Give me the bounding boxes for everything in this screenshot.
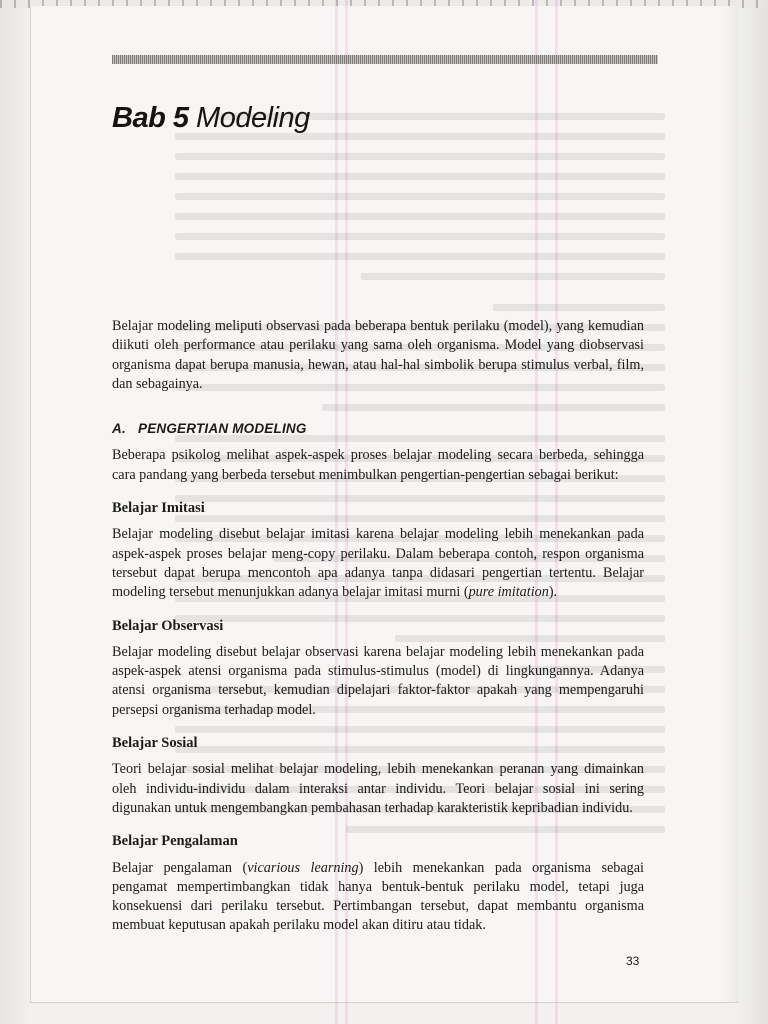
subheading-belajar-observasi: Belajar Observasi: [112, 617, 224, 634]
italic-term: vicarious learning: [247, 859, 359, 876]
subheading-belajar-imitasi: Belajar Imitasi: [112, 500, 205, 517]
section-intro-paragraph: Beberapa psikolog melihat aspek-aspek proses belajar modeling secara berbeda, sehingga cara pandang yang berbeda tersebut menimbulkan pengertian-pengertian sebagai berikut:: [112, 447, 644, 483]
paragraph-text: Belajar pengalaman (: [112, 859, 248, 876]
subheading-belajar-pengalaman: Belajar Pengalaman: [112, 833, 238, 850]
section-letter: A.: [112, 421, 126, 437]
paragraph-text: ) lebih menekankan pada organisma sebagai pengamat mempertimbangkan tidak hanya bentuk-bentuk perilaku model, tetapi juga konsekuensi dari perilaku tersebut. Pertimbangan tersebut, dapat membantu organisma membuat keputusan apakah perilaku model akan ditiru atau tidak.: [112, 859, 644, 934]
paragraph-text: ).: [548, 584, 558, 601]
paragraph-belajar-imitasi: [112, 525, 644, 602]
subheading-belajar-sosial: Belajar Sosial: [112, 735, 198, 752]
chapter-title: [112, 102, 310, 135]
paragraph-belajar-observasi: Belajar modeling disebut belajar observasi karena belajar modeling lebih menekankan pada aspek-aspek atensi organisma pada stimulus-stimulus (model) di lingkungannya. Adanya atensi organisma tersebut, kemudian dipelajari faktor-faktor apakah yang mempengaruhi persepsi organisma terhadap model.: [112, 643, 644, 718]
paragraph-text: Belajar modeling disebut belajar imitasi karena belajar modeling lebih menekankan pada aspek-aspek proses belajar meng-copy perilaku. Dalam beberapa contoh, respon organisma tersebut dapat berupa mencontoh apa adanya tanpa didasari pengertian tertentu. Belajar modeling tersebut menunjukkan adanya belajar imitasi murni (: [112, 526, 644, 601]
chapter-name: Modeling: [196, 102, 310, 134]
chapter-number: Bab 5: [112, 102, 189, 134]
paragraph-belajar-sosial: Teori belajar sosial melihat belajar modeling, lebih menekankan peranan yang dimainkan oleh individu-individu dalam interaksi antar individu. Teori belajar sosial ini sering digunakan untuk mengembangkan pembahasan terhadap karakteristik kepribadian individu.: [112, 761, 644, 816]
paragraph-belajar-pengalaman: [112, 859, 644, 936]
header-rule: [112, 55, 658, 64]
intro-paragraph: Belajar modeling meliputi observasi pada beberapa bentuk perilaku (model), yang kemudian diikuti oleh performance atau perilaku yang sama oleh organisma. Model yang diobservasi organisma dapat berupa manusia, hewan, atau hal-hal simbolik berupa stimulus verbal, film, dan sebagainya.: [112, 318, 644, 392]
section-title: PENGERTIAN MODELING: [138, 421, 307, 437]
page-shadow: [721, 6, 739, 1002]
italic-term: pure imitation: [468, 584, 549, 601]
page-number: 33: [626, 954, 640, 968]
section-heading: [112, 419, 644, 438]
chapter-content: [112, 317, 644, 936]
